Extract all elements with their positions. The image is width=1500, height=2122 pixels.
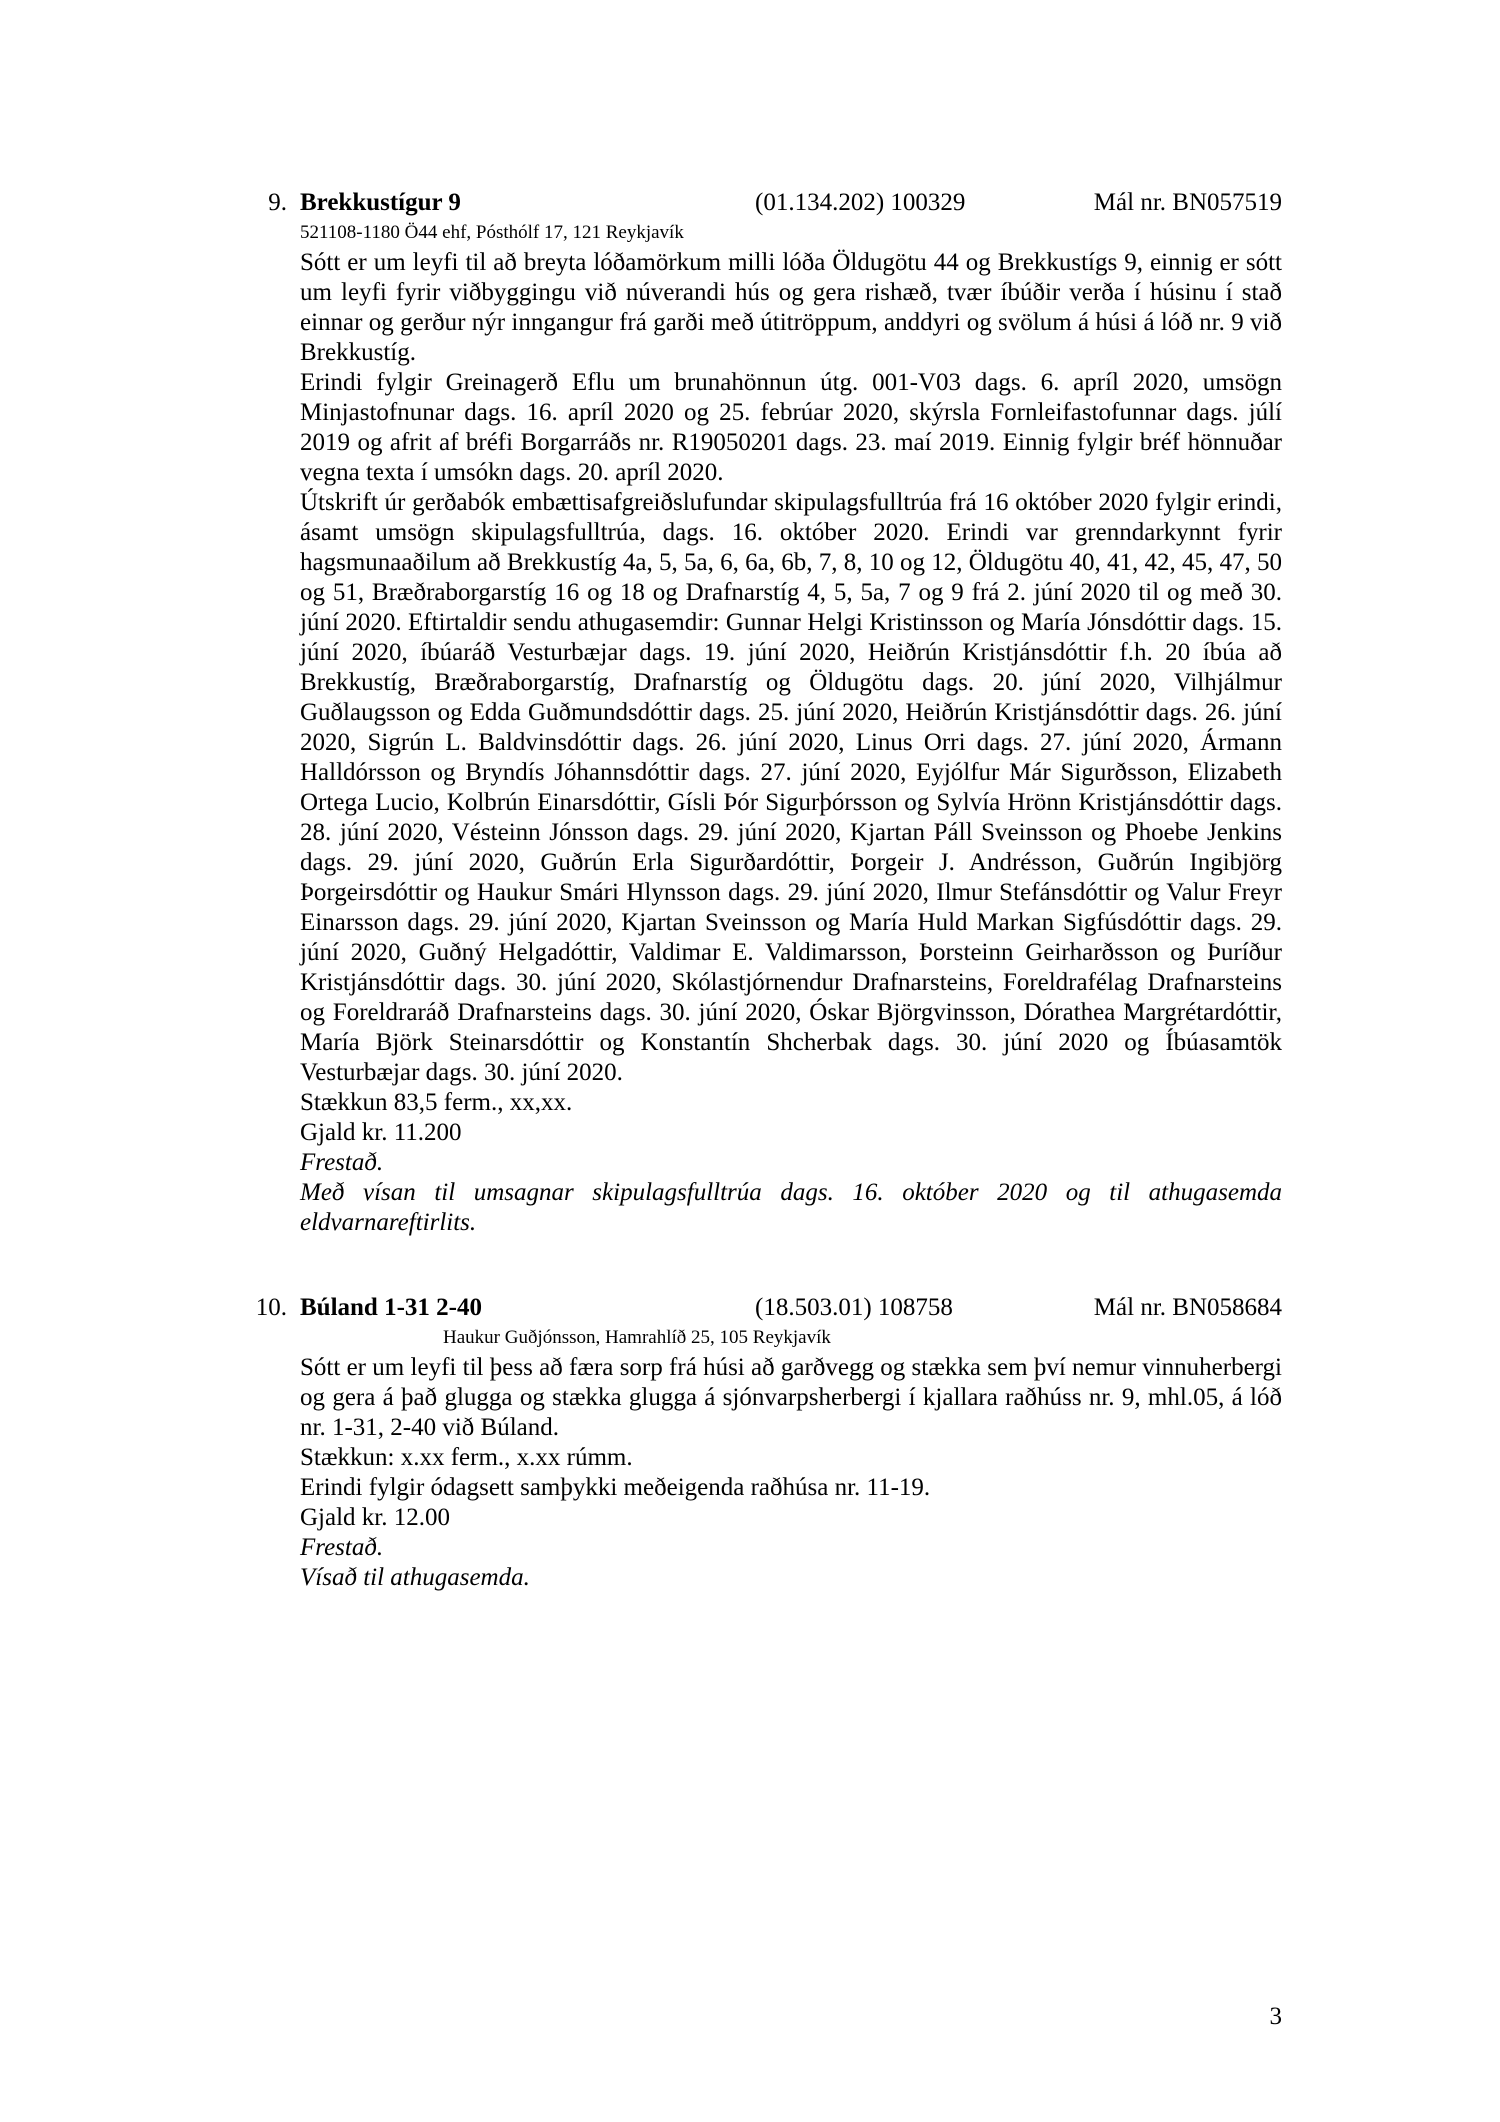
item-reference-code: (01.134.202) 100329 [755, 189, 966, 216]
paragraph: Sótt er um leyfi til að breyta lóðamörkum milli lóða Öldugötu 44 og Brekkustígs 9, einnig er sótt um leyfi fyrir viðbyggingu við núverandi hús og gera rishæð, tvær íbúðir verða í húsinu í stað einnar og gerður nýr inngangur frá garði með útitröppum, anddyri og svölum á húsi á lóð nr. 9 við Brekkustíg. [300, 249, 1282, 366]
applicant-line: Haukur Guðjónsson, Hamrahlíð 25, 105 Reykjavík [443, 1327, 831, 1348]
item-title: Brekkustígur 9 [300, 189, 461, 216]
item-header [300, 188, 1282, 218]
item-header [300, 1293, 1282, 1323]
agenda-item-9 [245, 188, 1282, 1238]
item-reference-code: (18.503.01) 108758 [755, 1294, 953, 1321]
applicant-line: 521108-1180 Ö44 ehf, Pósthólf 17, 121 Reykjavík [300, 222, 684, 243]
paragraph: Útskrift úr gerðabók embættisafgreiðslufundar skipulagsfulltrúa frá 16 október 2020 fylgir erindi, ásamt umsögn skipulagsfulltrúa, dags. 16. október 2020. Erindi var grenndarkynnt fyrir hagsmunaaðilum að Brekkustíg 4a, 5, 5a, 6, 6a, 6b, 7, 8, 10 og 12, Öldugötu 40, 41, 42, 45, 47, 50 og 51, Bræðraborgarstíg 16 og 18 og Drafnarstíg 4, 5, 5a, 7 og 9 frá 2. júní 2020 til og með 30. júní 2020. Eftirtaldir sendu athugasemdir: Gunnar Helgi Kristinsson og María Jónsdóttir dags. 15. júní 2020, íbúaráð Vesturbæjar dags. 19. júní 2020, Heiðrún Kristjánsdóttir f.h. 20 íbúa að Brekkustíg, Bræðraborgarstíg, Drafnarstíg og Öldugötu dags. 20. júní 2020, Vilhjálmur Guðlaugsson og Edda Guðmundsdóttir dags. 25. júní 2020, Heiðrún Kristjánsdóttir dags. 26. júní 2020, Sigrún L. Baldvinsdóttir dags. 26. júní 2020, Linus Orri dags. 27. júní 2020, Ármann Halldórsson og Bryndís Jóhannsdóttir dags. 27. júní 2020, Eyjólfur Már Sigurðsson, Elizabeth Ortega Lucio, Kolbrún Einarsdóttir, Gísli Þór Sigurþórsson og Sylvía Hrönn Kristjánsdóttir dags. 28. júní 2020, Vésteinn Jónsson dags. 29. júní 2020, Kjartan Páll Sveinsson og Phoebe Jenkins dags. 29. júní 2020, Guðrún Erla Sigurðardóttir, Þorgeir J. Andrésson, Guðrún Ingibjörg Þorgeirsdóttir og Haukur Smári Hlynsson dags. 29. júní 2020, Ilmur Stefánsdóttir og Valur Freyr Einarsson dags. 29. júní 2020, Kjartan Sveinsson og María Huld Markan Sigfúsdóttir dags. 29. júní 2020, Guðný Helgadóttir, Valdimar E. Valdimarsson, Þorsteinn Geirharðsson og Þuríður Kristjánsdóttir dags. 30. júní 2020, Skólastjórnendur Drafnarsteins, Foreldrafélag Drafnarsteins og Foreldraráð Drafnarsteins dags. 30. júní 2020, Óskar Björgvinsson, Dórathea Margrétardóttir, María Björk Steinarsdóttir og Konstantín Shcherbak dags. 30. júní 2020 og Íbúasamtök Vesturbæjar dags. 30. júní 2020. [300, 489, 1282, 1086]
item-body [300, 1323, 1282, 1593]
document-content [245, 188, 1282, 1593]
item-body [300, 218, 1282, 1238]
decision-line: Frestað. [300, 1149, 384, 1176]
detail-line-size: Stækkun: x.xx ferm., x.xx rúmm. [300, 1444, 633, 1471]
item-case-number: Mál nr. BN057519 [1093, 189, 1282, 216]
detail-line-fee: Gjald kr. 12.00 [300, 1504, 450, 1531]
item-case-number: Mál nr. BN058684 [1093, 1294, 1282, 1321]
decision-note: Með vísan til umsagnar skipulagsfulltrúa dags. 16. október 2020 og til athugasemda eldvarnareftirlits. [300, 1179, 1282, 1236]
item-title: Búland 1-31 2-40 [300, 1294, 482, 1321]
decision-note: Vísað til athugasemda. [300, 1564, 530, 1591]
agenda-item-10 [245, 1293, 1282, 1593]
detail-line-size: Stækkun 83,5 ferm., xx,xx. [300, 1089, 573, 1116]
detail-line-attachment: Erindi fylgir ódagsett samþykki meðeigenda raðhúsa nr. 11-19. [300, 1474, 931, 1501]
detail-line-fee: Gjald kr. 11.200 [300, 1119, 462, 1146]
paragraph: Sótt er um leyfi til þess að færa sorp frá húsi að garðvegg og stækka sem því nemur vinnuherbergi og gera á það glugga og stækka glugga á sjónvarpsherbergi í kjallara raðhúss nr. 9, mhl.05, á lóð nr. 1-31, 2-40 við Búland. [300, 1354, 1282, 1441]
item-number: 9. [268, 189, 287, 216]
item-number: 10. [255, 1294, 287, 1321]
decision-line: Frestað. [300, 1534, 384, 1561]
paragraph: Erindi fylgir Greinagerð Eflu um brunahönnun útg. 001-V03 dags. 6. apríl 2020, umsögn Minjastofnunar dags. 16. apríl 2020 og 25. febrúar 2020, skýrsla Fornleifastofunnar dags. júlí 2019 og afrit af bréfi Borgarráðs nr. R19050201 dags. 23. maí 2019. Einnig fylgir bréf hönnuðar vegna texta í umsókn dags. 20. apríl 2020. [300, 369, 1282, 486]
page-number: 3 [1269, 2003, 1282, 2030]
